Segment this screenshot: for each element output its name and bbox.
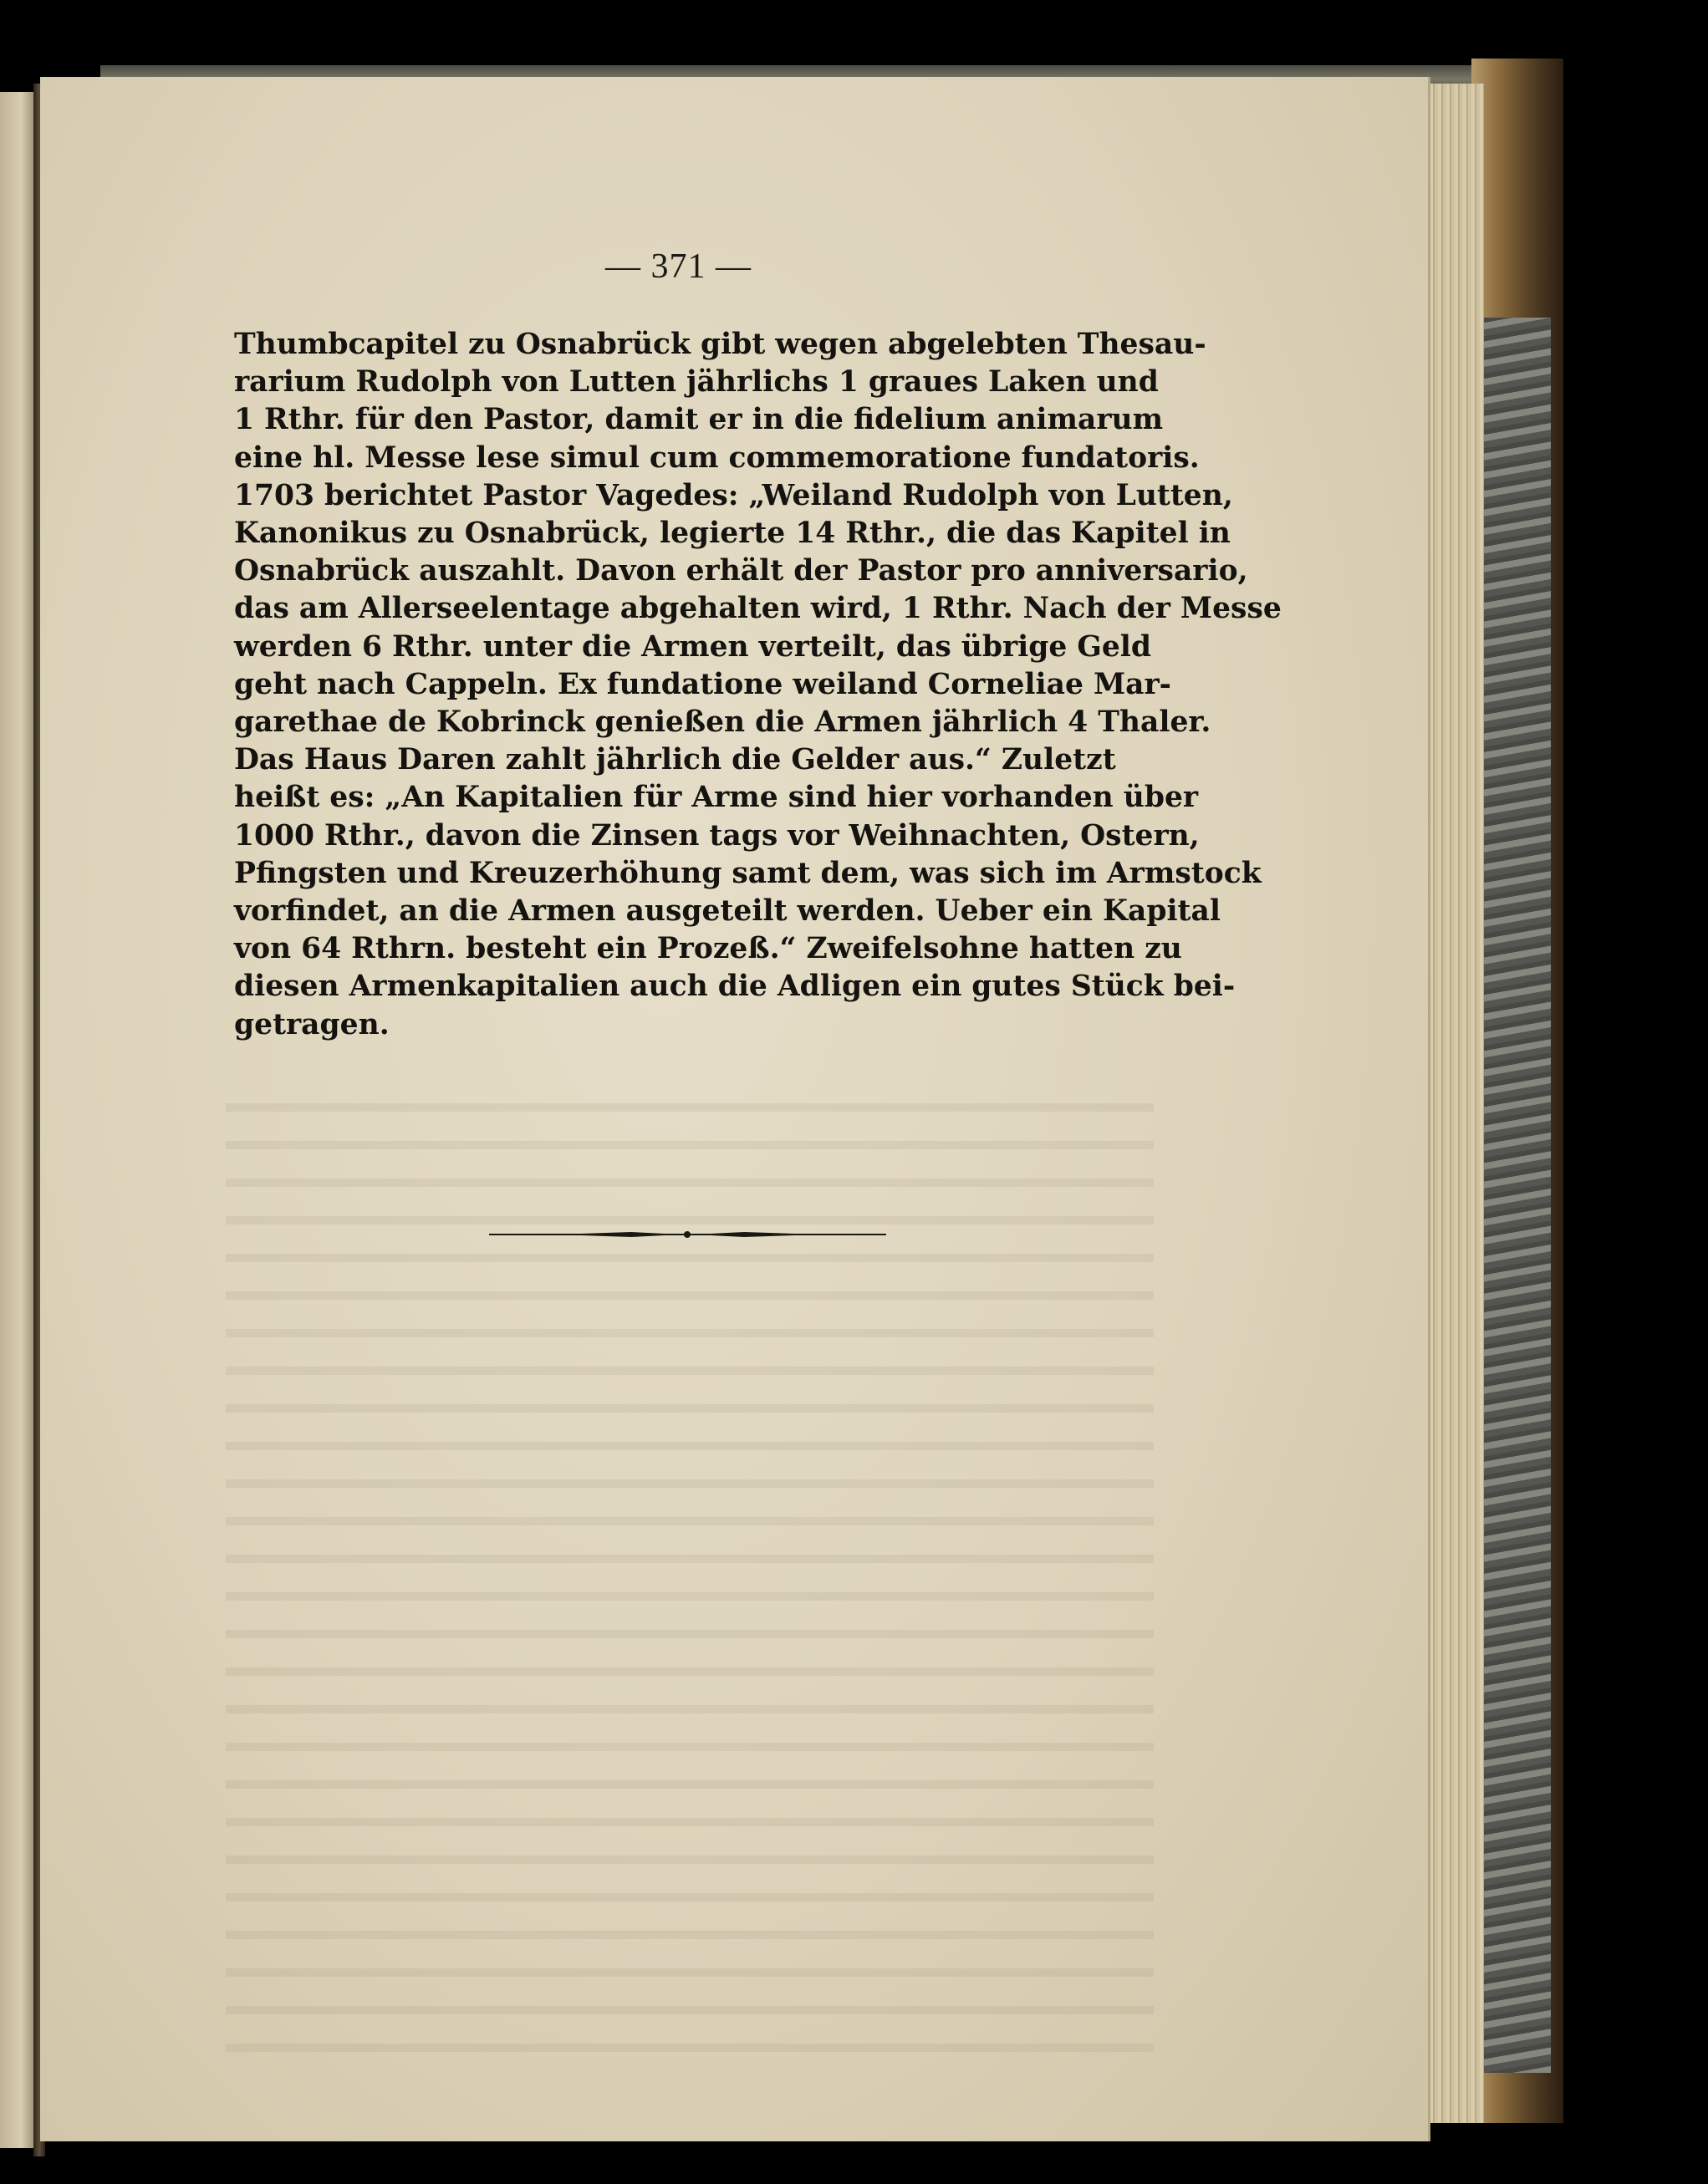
text-line: heißt es: „An Kapitalien für Arme sind hier vorhanden über <box>234 781 1199 815</box>
page-number: — 371 — <box>605 247 752 286</box>
section-divider-ornament <box>489 1229 886 1240</box>
text-line: 1 Rthr. für den Pastor, damit er in die fidelium animarum <box>234 403 1164 437</box>
text-line: 1000 Rthr., davon die Zinsen tags vor Weihnachten, Ostern, <box>234 818 1200 853</box>
text-line: Das Haus Daren zahlt jährlich die Gelder aus.“ Zuletzt <box>234 743 1116 777</box>
text-line: geht nach Cappeln. Ex fundatione weiland Corneliae Mar- <box>234 667 1171 701</box>
facing-page-edge <box>0 92 35 2148</box>
text-line: Pfingsten und Kreuzerhöhung samt dem, was sich im Armstock <box>234 856 1262 890</box>
bleed-through-text <box>226 1078 1154 2056</box>
text-line: rarium Rudolph von Lutten jährlichs 1 graues Laken und <box>234 365 1159 400</box>
text-line: 1703 berichtet Pastor Vagedes: „Weiland Rudolph von Lutten, <box>234 478 1233 512</box>
text-line: Osnabrück auszahlt. Davon erhält der Pastor pro anniversario, <box>234 554 1248 588</box>
text-line: garethae de Kobrinck genießen die Armen jährlich 4 Thaler. <box>234 705 1211 740</box>
text-line: diesen Armenkapitalien auch die Adligen ein gutes Stück bei- <box>234 970 1236 1004</box>
text-line: eine hl. Messe lese simul cum commemoratione fundatoris. <box>234 440 1200 475</box>
text-line: getragen. <box>234 1007 390 1041</box>
text-line: das am Allerseelentage abgehalten wird, 1 Rthr. Nach der Messe <box>234 592 1282 626</box>
text-line: von 64 Rthrn. besteht ein Prozeß.“ Zweifelsohne hatten zu <box>234 932 1182 966</box>
text-line: werden 6 Rthr. unter die Armen verteilt, das übrige Geld <box>234 629 1152 664</box>
text-line: vorfindet, an die Armen ausgeteilt werden. Ueber ein Kapital <box>234 894 1221 929</box>
text-line: Kanonikus zu Osnabrück, legierte 14 Rthr., die das Kapitel in <box>234 517 1231 551</box>
marbled-cover-edge <box>1484 318 1551 2073</box>
body-paragraph <box>234 326 1282 1044</box>
text-line: Thumbcapitel zu Osnabrück gibt wegen abgelebten Thesau- <box>234 328 1206 361</box>
